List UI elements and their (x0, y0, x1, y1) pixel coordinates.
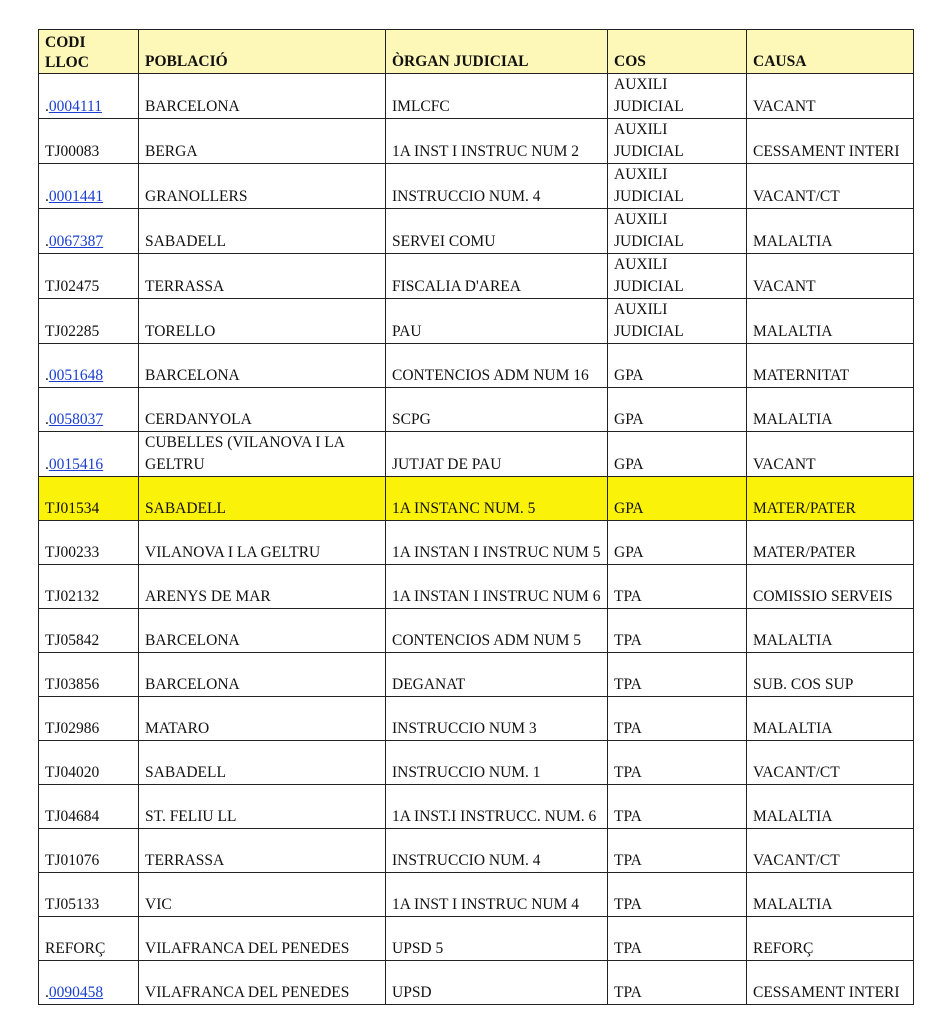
cell-cos: AUXILI JUDICIAL (608, 209, 747, 254)
cell-organ-judicial: 1A INSTAN I INSTRUC NUM 6 (386, 565, 608, 609)
cell-causa: MALALTIA (747, 697, 914, 741)
code-text: TJ01534 (45, 500, 100, 517)
cell-cos: TPA (608, 609, 747, 653)
table-row (39, 119, 914, 164)
code-prefix: . (45, 456, 49, 473)
cell-poblacio: BARCELONA (139, 653, 386, 697)
cell-cos: GPA (608, 521, 747, 565)
table-row (39, 609, 914, 653)
code-text: TJ04020 (45, 764, 100, 781)
cell-causa: VACANT/CT (747, 741, 914, 785)
cell-organ-judicial: SCPG (386, 388, 608, 432)
cell-organ-judicial: CONTENCIOS ADM NUM 5 (386, 609, 608, 653)
cell-poblacio: VIC (139, 873, 386, 917)
cell-poblacio: CUBELLES (VILANOVA I LA GELTRU (139, 432, 386, 477)
cell-causa: MATER/PATER (747, 521, 914, 565)
cell-codi-lloc (39, 254, 139, 299)
code-link[interactable]: 0058037 (48, 411, 104, 428)
cell-cos: TPA (608, 829, 747, 873)
code-text: TJ03856 (45, 676, 100, 693)
cell-organ-judicial: 1A INST I INSTRUC NUM 4 (386, 873, 608, 917)
cell-codi-lloc[interactable] (39, 209, 139, 254)
code-link[interactable]: 0067387 (48, 233, 104, 250)
table-row (39, 74, 914, 119)
cell-poblacio: TERRASSA (139, 829, 386, 873)
cell-causa: CESSAMENT INTERI (747, 119, 914, 164)
table-row (39, 917, 914, 961)
cell-causa: MALALTIA (747, 609, 914, 653)
cell-organ-judicial: UPSD 5 (386, 917, 608, 961)
cell-organ-judicial: IMLCFC (386, 74, 608, 119)
table-row (39, 785, 914, 829)
cell-cos: AUXILI JUDICIAL (608, 254, 747, 299)
cell-organ-judicial: INSTRUCCIO NUM. 4 (386, 164, 608, 209)
code-text: TJ02986 (45, 720, 100, 737)
cell-codi-lloc (39, 829, 139, 873)
cell-cos: GPA (608, 477, 747, 521)
cell-codi-lloc (39, 653, 139, 697)
code-prefix: . (45, 188, 49, 205)
code-text: TJ02285 (45, 323, 100, 340)
code-prefix: . (45, 411, 49, 428)
cell-causa: MATERNITAT (747, 344, 914, 388)
cell-causa: SUB. COS SUP (747, 653, 914, 697)
header-poblacio: POBLACIÓ (139, 30, 386, 74)
table-row (39, 209, 914, 254)
code-text: TJ05842 (45, 632, 100, 649)
table-row (39, 873, 914, 917)
cell-codi-lloc[interactable] (39, 388, 139, 432)
cell-organ-judicial: INSTRUCCIO NUM. 4 (386, 829, 608, 873)
vacancies-table (38, 29, 914, 1005)
cell-causa: MALALTIA (747, 388, 914, 432)
table-row (39, 299, 914, 344)
cell-poblacio: SABADELL (139, 477, 386, 521)
cell-causa: MALALTIA (747, 209, 914, 254)
cell-poblacio: VILAFRANCA DEL PENEDES (139, 917, 386, 961)
cell-organ-judicial: 1A INSTAN I INSTRUC NUM 5 (386, 521, 608, 565)
cell-poblacio: ST. FELIU LL (139, 785, 386, 829)
code-text: TJ00233 (45, 544, 100, 561)
cell-organ-judicial: DEGANAT (386, 653, 608, 697)
cell-cos: AUXILI JUDICIAL (608, 164, 747, 209)
table-header (39, 30, 914, 74)
cell-causa: VACANT (747, 254, 914, 299)
cell-causa: MALALTIA (747, 785, 914, 829)
table-row (39, 565, 914, 609)
code-text: TJ02475 (45, 278, 100, 295)
cell-organ-judicial: INSTRUCCIO NUM 3 (386, 697, 608, 741)
cell-codi-lloc (39, 917, 139, 961)
header-codi-line1: CODI (45, 34, 86, 51)
cell-cos: AUXILI JUDICIAL (608, 119, 747, 164)
cell-cos: TPA (608, 873, 747, 917)
code-link[interactable]: 0001441 (48, 188, 104, 205)
cell-causa: MATER/PATER (747, 477, 914, 521)
cell-codi-lloc (39, 477, 139, 521)
code-prefix: . (45, 233, 49, 250)
cell-codi-lloc (39, 521, 139, 565)
code-text: TJ01076 (45, 852, 100, 869)
cell-poblacio: TERRASSA (139, 254, 386, 299)
cell-poblacio: TORELLO (139, 299, 386, 344)
code-link[interactable]: 0004111 (48, 98, 102, 115)
table-row (39, 829, 914, 873)
code-text: TJ05133 (45, 896, 100, 913)
code-link[interactable]: 0015416 (48, 456, 104, 473)
header-codi-lloc (39, 30, 139, 74)
cell-codi-lloc (39, 609, 139, 653)
cell-organ-judicial: JUTJAT DE PAU (386, 432, 608, 477)
cell-cos: TPA (608, 565, 747, 609)
cell-causa: MALALTIA (747, 873, 914, 917)
cell-cos: GPA (608, 344, 747, 388)
cell-poblacio: BARCELONA (139, 609, 386, 653)
cell-cos: GPA (608, 432, 747, 477)
cell-causa: VACANT/CT (747, 164, 914, 209)
cell-causa: REFORÇ (747, 917, 914, 961)
cell-causa: MALALTIA (747, 299, 914, 344)
cell-organ-judicial: SERVEI COMU (386, 209, 608, 254)
cell-codi-lloc[interactable] (39, 74, 139, 119)
cell-poblacio: SABADELL (139, 209, 386, 254)
header-organ-judicial: ÒRGAN JUDICIAL (386, 30, 608, 74)
cell-poblacio: VILAFRANCA DEL PENEDES (139, 961, 386, 1005)
cell-cos: TPA (608, 697, 747, 741)
cell-codi-lloc (39, 119, 139, 164)
cell-codi-lloc (39, 299, 139, 344)
cell-poblacio: CERDANYOLA (139, 388, 386, 432)
cell-codi-lloc[interactable] (39, 164, 139, 209)
table-body (39, 74, 914, 1005)
table-row (39, 697, 914, 741)
cell-causa: VACANT (747, 432, 914, 477)
code-prefix: . (45, 367, 49, 384)
cell-organ-judicial: INSTRUCCIO NUM. 1 (386, 741, 608, 785)
cell-poblacio: SABADELL (139, 741, 386, 785)
code-link[interactable]: 0090458 (48, 984, 104, 1001)
cell-poblacio: BERGA (139, 119, 386, 164)
cell-poblacio: BARCELONA (139, 74, 386, 119)
cell-causa: CESSAMENT INTERI (747, 961, 914, 1005)
cell-cos: TPA (608, 653, 747, 697)
code-text: TJ00083 (45, 143, 100, 160)
cell-codi-lloc (39, 873, 139, 917)
table-row (39, 388, 914, 432)
header-codi-line2: LLOC (45, 54, 89, 71)
cell-codi-lloc (39, 565, 139, 609)
header-row (39, 30, 914, 74)
code-text: TJ04684 (45, 808, 100, 825)
code-prefix: . (45, 984, 49, 1001)
cell-cos: AUXILI JUDICIAL (608, 299, 747, 344)
cell-cos: AUXILI JUDICIAL (608, 74, 747, 119)
cell-codi-lloc[interactable] (39, 961, 139, 1005)
table-row (39, 254, 914, 299)
table-row (39, 344, 914, 388)
header-cos: COS (608, 30, 747, 74)
cell-codi-lloc[interactable] (39, 344, 139, 388)
cell-cos: TPA (608, 917, 747, 961)
cell-causa: COMISSIO SERVEIS (747, 565, 914, 609)
cell-poblacio: VILANOVA I LA GELTRU (139, 521, 386, 565)
cell-organ-judicial: PAU (386, 299, 608, 344)
code-text: REFORÇ (45, 940, 106, 957)
cell-codi-lloc (39, 697, 139, 741)
header-causa: CAUSA (747, 30, 914, 74)
code-text: TJ02132 (45, 588, 100, 605)
table-row (39, 741, 914, 785)
cell-codi-lloc (39, 785, 139, 829)
code-prefix: . (45, 98, 49, 115)
cell-cos: TPA (608, 741, 747, 785)
cell-codi-lloc (39, 741, 139, 785)
cell-causa: VACANT (747, 74, 914, 119)
code-link[interactable]: 0051648 (48, 367, 104, 384)
cell-organ-judicial: 1A INSTANC NUM. 5 (386, 477, 608, 521)
cell-organ-judicial: CONTENCIOS ADM NUM 16 (386, 344, 608, 388)
cell-cos: TPA (608, 785, 747, 829)
cell-organ-judicial: UPSD (386, 961, 608, 1005)
table-row (39, 961, 914, 1005)
cell-organ-judicial: 1A INST.I INSTRUCC. NUM. 6 (386, 785, 608, 829)
cell-causa: VACANT/CT (747, 829, 914, 873)
cell-poblacio: GRANOLLERS (139, 164, 386, 209)
table-row (39, 521, 914, 565)
cell-organ-judicial: 1A INST I INSTRUC NUM 2 (386, 119, 608, 164)
table-row (39, 653, 914, 697)
cell-poblacio: BARCELONA (139, 344, 386, 388)
cell-poblacio: ARENYS DE MAR (139, 565, 386, 609)
cell-codi-lloc[interactable] (39, 432, 139, 477)
cell-cos: GPA (608, 388, 747, 432)
table-row (39, 477, 914, 521)
cell-cos: TPA (608, 961, 747, 1005)
table-row (39, 432, 914, 477)
cell-poblacio: MATARO (139, 697, 386, 741)
table-row (39, 164, 914, 209)
cell-organ-judicial: FISCALIA D'AREA (386, 254, 608, 299)
